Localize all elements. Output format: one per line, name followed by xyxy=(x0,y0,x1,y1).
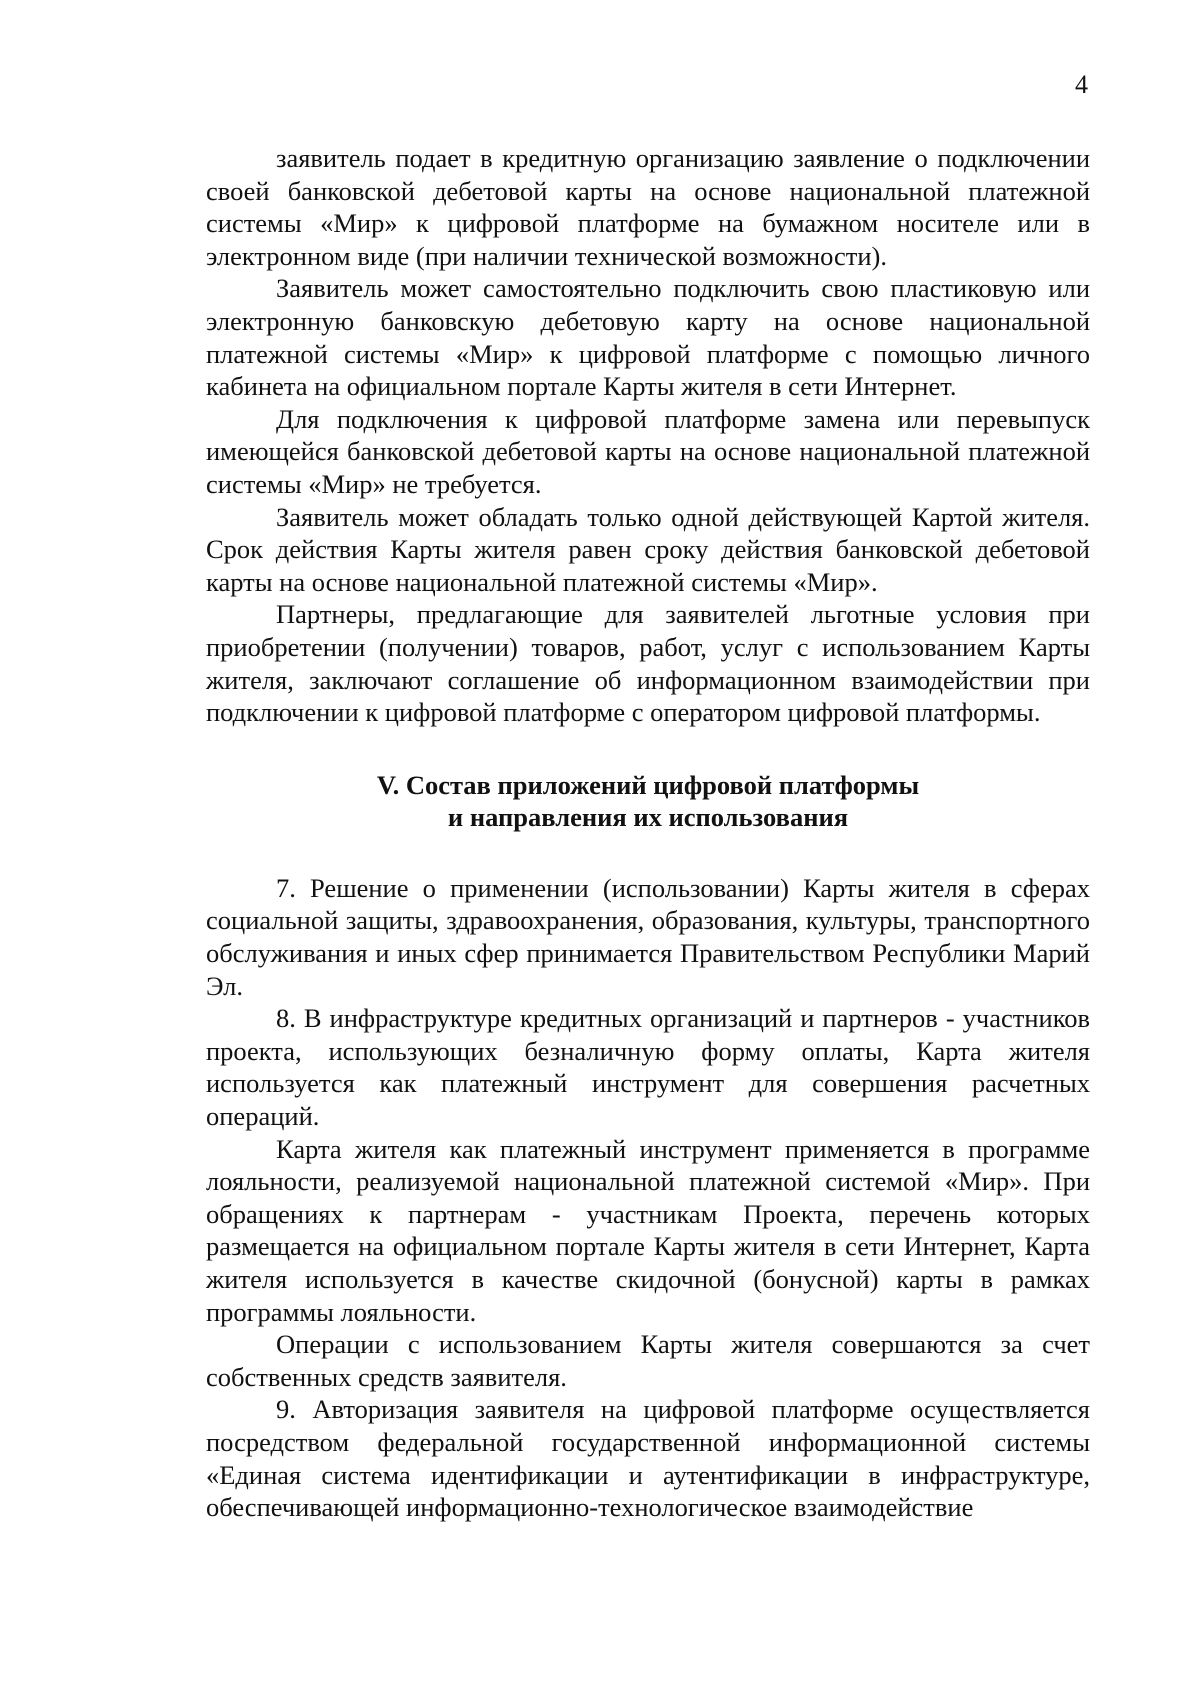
paragraph-self-connect: Заявитель может самостоятельно подключить свою пластиковую или электронную банковскую дебетовую карту на основе национальной платежной системы «Мир» к цифровой платформе с помощью личного кабинета на официальном портале Карты жителя в сети Интернет. xyxy=(206,273,1090,402)
paragraph-application-submission: заявитель подает в кредитную организацию заявление о подключении своей банковской дебетовой карты на основе национальной платежной системы «Мир» к цифровой платформе на бумажном носителе или в электронном виде (при наличии технической возможности). xyxy=(206,143,1090,271)
section-heading xyxy=(206,769,1090,834)
paragraph-single-card: Заявитель может обладать только одной действующей Картой жителя. Срок действия Карты жителя равен сроку действия банковской дебетовой карты на основе национальной платежной системы «Мир». xyxy=(206,501,1090,597)
page-number: 4 xyxy=(1075,70,1088,99)
paragraph-item-7: 7. Решение о применении (использовании) Карты жителя в сферах социальной защиты, здравоохранения, образования, культуры, транспортного обслуживания и иных сфер принимается Правительством Республики Марий Эл. xyxy=(206,872,1090,1001)
section-title-line-1: V. Состав приложений цифровой платформы xyxy=(376,769,920,800)
section-title-line-2: и направления их использования xyxy=(447,802,849,833)
document-body xyxy=(206,142,1090,1524)
paragraph-item-9: 9. Авторизация заявителя на цифровой платформе осуществляется посредством федеральной государственной информационной системы «Единая система идентификации и аутентификации в инфраструктуре, обеспечивающей информационно-технологическое взаимодействие xyxy=(206,1394,1090,1523)
paragraph-loyalty-program: Карта жителя как платежный инструмент применяется в программе лояльности, реализуемой национальной платежной системой «Мир». При обращениях к партнерам - участникам Проекта, перечень которых размещается на официальном портале Карты жителя в сети Интернет, Карта жителя используется в качестве скидочной (бонусной) карты в рамках программы лояльности. xyxy=(206,1133,1090,1327)
paragraph-own-funds: Операции с использованием Карты жителя совершаются за счет собственных средств заявителя. xyxy=(206,1329,1090,1392)
paragraph-no-reissue: Для подключения к цифровой платформе замена или перевыпуск имеющейся банковской дебетовой карты на основе национальной платежной системы «Мир» не требуется. xyxy=(206,403,1090,499)
paragraph-item-8: 8. В инфраструктуре кредитных организаций и партнеров - участников проекта, использующих безналичную форму оплаты, Карта жителя используется как платежный инструмент для совершения расчетных операций. xyxy=(206,1003,1090,1132)
paragraph-partners-agreement: Партнеры, предлагающие для заявителей льготные условия при приобретении (получении) товаров, работ, услуг с использованием Карты жителя, заключают соглашение об информационном взаимодействии при подключении к цифровой платформе с оператором цифровой платформы. xyxy=(206,599,1090,728)
